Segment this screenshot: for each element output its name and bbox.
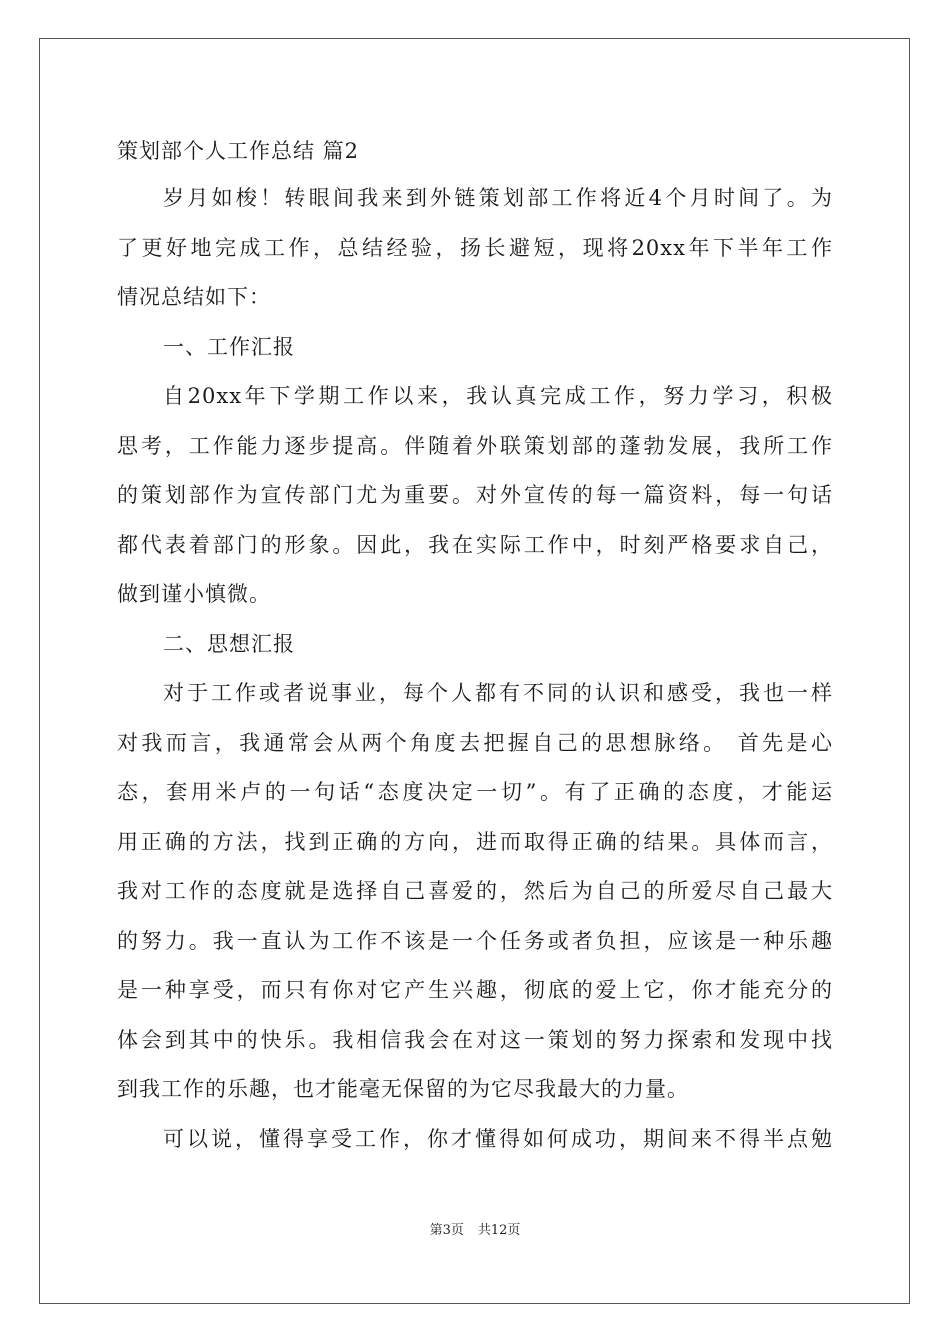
page-number: 第3页 [429, 1223, 464, 1238]
paragraph-line: 到我工作的乐趣，也才能毫无保留的为它尽我最大的力量。 [117, 1077, 689, 1101]
paragraph-line: 体会到其中的快乐。我相信我会在对这一策划的努力探索和发现中找 [117, 1027, 833, 1052]
paragraph-line: 思考，工作能力逐步提高。伴随着外联策划部的蓬勃发展，我所工作 [117, 433, 833, 458]
paragraph-line: 我对工作的态度就是选择自己喜爱的，然后为自己的所爱尽自己最大 [117, 879, 833, 903]
section-heading: 二、思想汇报 [163, 631, 295, 656]
section-heading: 一、工作汇报 [163, 334, 295, 359]
paragraph-line: 是一种享受，而只有你对它产生兴趣，彻底的爱上它，你才能充分的 [117, 978, 833, 1002]
paragraph-line: 情况总结如下： [117, 285, 271, 309]
paragraph-line: 都代表着部门的形象。因此，我在实际工作中，时刻严格要求自己， [117, 532, 833, 557]
paragraph-line: 了更好地完成工作，总结经验，扬长避短，现将20xx年下半年工作 [117, 235, 833, 260]
paragraph-line: 用正确的方法，找到正确的方向，进而取得正确的结果。具体而言， [117, 829, 833, 854]
paragraph-line: 岁月如梭！转眼间我来到外链策划部工作将近4个月时间了。为 [163, 186, 833, 210]
paragraph-line: 对于工作或者说事业，每个人都有不同的认识和感受，我也一样 [163, 681, 833, 705]
document-body [117, 128, 833, 1164]
paragraph-line: 态，套用米卢的一句话“态度决定一切”。有了正确的态度，才能运 [117, 780, 833, 804]
paragraph-line: 的努力。我一直认为工作不该是一个任务或者负担，应该是一种乐趣 [117, 928, 833, 953]
paragraph-line: 自20xx年下学期工作以来，我认真完成工作，努力学习，积极 [163, 384, 833, 408]
paragraph-line: 对我而言，我通常会从两个角度去把握自己的思想脉络。 首先是心 [117, 730, 833, 755]
paragraph-line: 做到谨小慎微。 [117, 582, 271, 606]
page-footer [0, 1219, 950, 1238]
paragraph-line: 的策划部作为宣传部门尤为重要。对外宣传的每一篇资料，每一句话 [117, 483, 833, 507]
page-total: 共12页 [477, 1223, 521, 1238]
document-title: 策划部个人工作总结 篇2 [117, 139, 360, 163]
paragraph-line: 可以说，懂得享受工作，你才懂得如何成功，期间来不得半点勉 [163, 1126, 833, 1151]
